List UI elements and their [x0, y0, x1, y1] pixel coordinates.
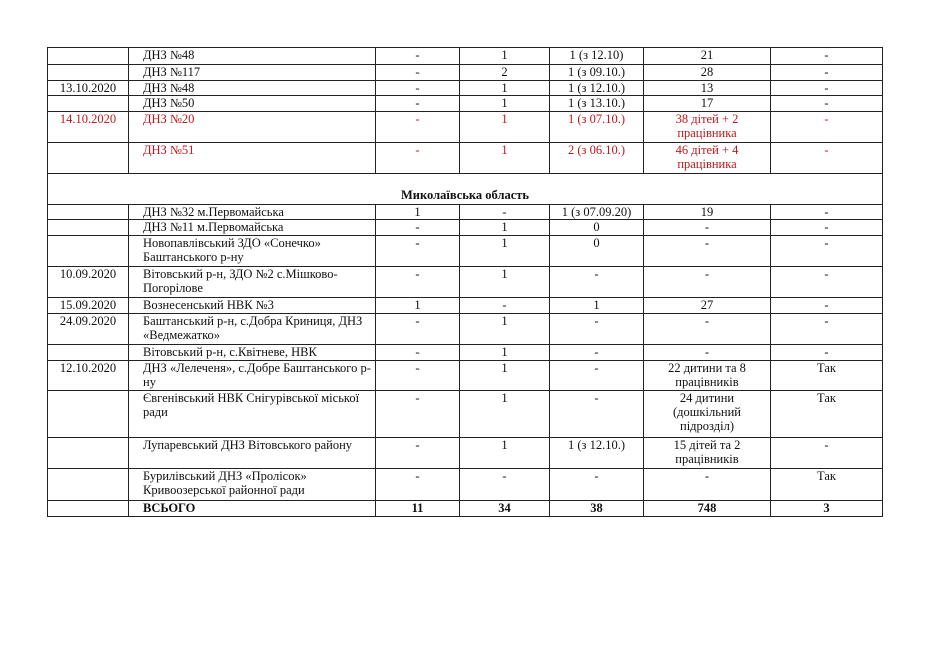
table-row: [48, 205, 883, 220]
institution-cell: ДНЗ №32 м.Первомайська: [129, 205, 376, 220]
value-cell: -: [771, 205, 883, 220]
value-cell: 27: [644, 298, 771, 314]
value-cell: 1: [550, 298, 644, 314]
value-cell: -: [771, 81, 883, 96]
value-cell: -: [771, 65, 883, 81]
total-value: 748: [644, 501, 771, 517]
value-cell: 22 дитини та 8 працівників: [644, 361, 771, 391]
table-row: [48, 65, 883, 81]
date-cell: [48, 143, 129, 174]
date-cell: [48, 236, 129, 267]
value-cell: 1: [460, 48, 550, 65]
value-cell: 1 (з 12.10.): [550, 81, 644, 96]
date-cell: 13.10.2020: [48, 81, 129, 96]
total-value: 3: [771, 501, 883, 517]
value-cell: 15 дітей та 2 працівників: [644, 438, 771, 469]
date-cell: 10.09.2020: [48, 267, 129, 298]
date-cell: [48, 469, 129, 501]
table-row: [48, 391, 883, 438]
date-cell: 24.09.2020: [48, 314, 129, 345]
region-title: Миколаївська область: [48, 174, 883, 205]
value-cell: -: [550, 361, 644, 391]
value-cell: -: [376, 438, 460, 469]
value-cell: -: [771, 314, 883, 345]
date-cell: [48, 65, 129, 81]
institution-cell: Лупаревський ДНЗ Вітовського району: [129, 438, 376, 469]
total-value: 38: [550, 501, 644, 517]
value-cell: -: [376, 220, 460, 236]
table-row: [48, 314, 883, 345]
value-cell: 0: [550, 220, 644, 236]
value-cell: 38 дітей + 2 працівника: [644, 112, 771, 143]
value-cell: -: [550, 314, 644, 345]
value-cell: 21: [644, 48, 771, 65]
institution-cell: ДНЗ №11 м.Первомайська: [129, 220, 376, 236]
institution-cell: ДНЗ «Лелеченя», с.Добре Баштанського р-ну: [129, 361, 376, 391]
value-cell: -: [376, 345, 460, 361]
value-cell: 1: [460, 438, 550, 469]
value-cell: 24 дитини (дошкільний підрозділ): [644, 391, 771, 438]
value-cell: 1: [460, 345, 550, 361]
value-cell: -: [376, 65, 460, 81]
value-cell: 2 (з 06.10.): [550, 143, 644, 174]
value-cell: -: [460, 205, 550, 220]
value-cell: 1 (з 07.10.): [550, 112, 644, 143]
table-row: [48, 345, 883, 361]
value-cell: 1: [460, 236, 550, 267]
total-label: ВСЬОГО: [129, 501, 376, 517]
value-cell: -: [550, 469, 644, 501]
institution-cell: Вітовський р-н, ЗДО №2 с.Мішково-Погорілове: [129, 267, 376, 298]
value-cell: 28: [644, 65, 771, 81]
value-cell: -: [771, 345, 883, 361]
value-cell: -: [644, 469, 771, 501]
value-cell: 1: [376, 298, 460, 314]
institution-cell: ДНЗ №117: [129, 65, 376, 81]
value-cell: 13: [644, 81, 771, 96]
value-cell: -: [771, 267, 883, 298]
value-cell: -: [376, 314, 460, 345]
value-cell: 1: [460, 314, 550, 345]
institution-cell: Бурилівський ДНЗ «Пролісок» Кривоозерської районної ради: [129, 469, 376, 501]
value-cell: -: [771, 220, 883, 236]
date-cell: [48, 96, 129, 112]
value-cell: 1: [460, 143, 550, 174]
value-cell: -: [771, 236, 883, 267]
value-cell: 2: [460, 65, 550, 81]
table-row: [48, 298, 883, 314]
value-cell: -: [644, 236, 771, 267]
institution-cell: Новопавлівський ЗДО «Сонечко» Баштанського р-ну: [129, 236, 376, 267]
value-cell: -: [376, 143, 460, 174]
value-cell: 1 (з 13.10.): [550, 96, 644, 112]
institution-cell: Баштанський р-н, с.Добра Криниця, ДНЗ «Ведмежатко»: [129, 314, 376, 345]
institution-cell: Вознесенський НВК №3: [129, 298, 376, 314]
table-row: [48, 96, 883, 112]
value-cell: -: [460, 469, 550, 501]
table-row: [48, 361, 883, 391]
value-cell: 1: [460, 361, 550, 391]
table-row: [48, 220, 883, 236]
value-cell: -: [376, 81, 460, 96]
table-row: [48, 438, 883, 469]
value-cell: 1: [460, 96, 550, 112]
date-cell: [48, 205, 129, 220]
institution-cell: ДНЗ №51: [129, 143, 376, 174]
value-cell: 1 (з 12.10): [550, 48, 644, 65]
value-cell: -: [376, 48, 460, 65]
value-cell: 19: [644, 205, 771, 220]
value-cell: Так: [771, 469, 883, 501]
value-cell: -: [644, 220, 771, 236]
value-cell: -: [644, 267, 771, 298]
table-row-highlighted: [48, 112, 883, 143]
value-cell: -: [376, 391, 460, 438]
value-cell: 0: [550, 236, 644, 267]
date-cell: [48, 438, 129, 469]
value-cell: -: [771, 112, 883, 143]
table-row: [48, 267, 883, 298]
value-cell: -: [376, 112, 460, 143]
value-cell: -: [644, 314, 771, 345]
value-cell: 1 (з 09.10.): [550, 65, 644, 81]
total-row: [48, 501, 883, 517]
value-cell: 1: [376, 205, 460, 220]
date-cell: 12.10.2020: [48, 361, 129, 391]
table-row: [48, 236, 883, 267]
institution-cell: ДНЗ №50: [129, 96, 376, 112]
date-cell: 14.10.2020: [48, 112, 129, 143]
value-cell: 46 дітей + 4 працівника: [644, 143, 771, 174]
value-cell: -: [550, 345, 644, 361]
date-cell: 15.09.2020: [48, 298, 129, 314]
value-cell: -: [771, 298, 883, 314]
date-cell: [48, 345, 129, 361]
total-value: 34: [460, 501, 550, 517]
value-cell: 17: [644, 96, 771, 112]
value-cell: -: [376, 469, 460, 501]
date-cell: [48, 391, 129, 438]
value-cell: -: [376, 267, 460, 298]
value-cell: -: [376, 96, 460, 112]
date-cell: [48, 48, 129, 65]
value-cell: -: [771, 143, 883, 174]
table-row: [48, 81, 883, 96]
value-cell: 1 (з 12.10.): [550, 438, 644, 469]
value-cell: -: [771, 96, 883, 112]
institution-cell: Євгенівський НВК Снігурівської міської ради: [129, 391, 376, 438]
covid-kindergarten-table: [47, 47, 883, 517]
value-cell: 1: [460, 112, 550, 143]
table-row: [48, 469, 883, 501]
institution-cell: ДНЗ №48: [129, 48, 376, 65]
total-value: 11: [376, 501, 460, 517]
value-cell: -: [644, 345, 771, 361]
institution-cell: ДНЗ №20: [129, 112, 376, 143]
value-cell: -: [376, 361, 460, 391]
table-row: [48, 48, 883, 65]
institution-cell: ДНЗ №48: [129, 81, 376, 96]
value-cell: 1: [460, 81, 550, 96]
value-cell: 1 (з 07.09.20): [550, 205, 644, 220]
value-cell: -: [771, 438, 883, 469]
empty-cell: [48, 501, 129, 517]
value-cell: 1: [460, 220, 550, 236]
value-cell: -: [376, 236, 460, 267]
value-cell: Так: [771, 361, 883, 391]
value-cell: -: [460, 298, 550, 314]
value-cell: 1: [460, 267, 550, 298]
value-cell: -: [550, 267, 644, 298]
value-cell: Так: [771, 391, 883, 438]
table-row-highlighted: [48, 143, 883, 174]
value-cell: -: [550, 391, 644, 438]
value-cell: -: [771, 48, 883, 65]
value-cell: 1: [460, 391, 550, 438]
date-cell: [48, 220, 129, 236]
region-header-row: [48, 174, 883, 205]
institution-cell: Вітовський р-н, с.Квітневе, НВК: [129, 345, 376, 361]
